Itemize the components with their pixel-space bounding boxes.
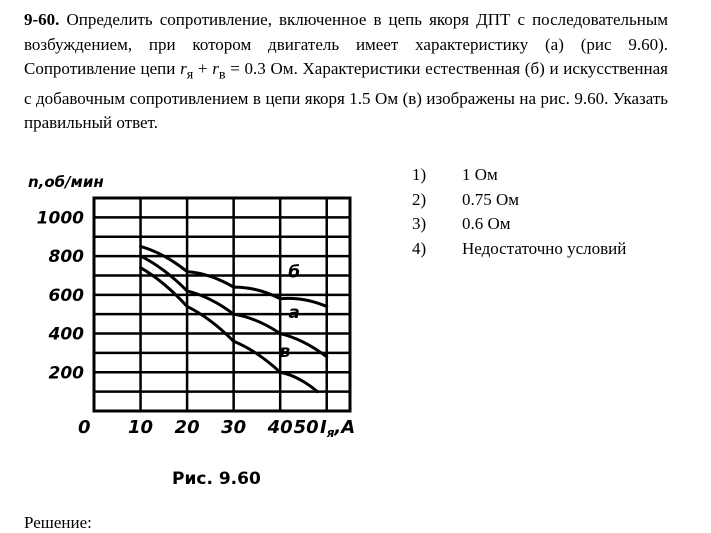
- y-tick-label: 600: [48, 285, 84, 306]
- x-axis-label: [320, 417, 355, 440]
- answer-number: 1): [412, 165, 427, 184]
- origin-label: 0: [78, 417, 91, 438]
- curve-labels: [279, 262, 300, 361]
- y-axis-label: n,об/мин: [28, 173, 104, 191]
- answer-text: 1 Ом: [462, 165, 498, 184]
- curve-label: а: [288, 303, 300, 324]
- y-tick-label: 1000: [36, 208, 84, 229]
- x-tick-label: 40: [267, 417, 293, 438]
- answer-text: 0.75 Ом: [462, 189, 520, 209]
- figure-caption: Рис. 9.60: [172, 469, 261, 489]
- answer-number: 4): [412, 238, 427, 258]
- plot-frame: [94, 198, 350, 411]
- answer-option: [412, 212, 626, 237]
- y-tick-label: 800: [48, 247, 84, 268]
- curve-a: [141, 256, 327, 357]
- answer-number: 3): [412, 214, 427, 233]
- problem-number: 9-60.: [24, 10, 60, 29]
- curve-label: в: [279, 341, 291, 362]
- y-tick-labels: [37, 208, 84, 383]
- x-axis-symbol: I: [320, 417, 327, 438]
- answer-option: [412, 188, 626, 213]
- formula-value: = 0.3 Ом: [225, 59, 294, 78]
- solution-label: Решение:: [24, 513, 92, 532]
- curve-b: [141, 246, 327, 306]
- x-axis-subscript: я: [326, 426, 335, 440]
- problem-text-part-2: . Характеристики естественная (б) и искусственная с добавочным сопротивлением в цепи якоря 1.5 Ом (в) изображены на рис. 9.60. Указать правильный ответ.: [24, 59, 668, 133]
- y-tick-label: 200: [48, 363, 84, 384]
- x-tick-label: 20: [174, 417, 200, 438]
- formula-r-2: r: [212, 59, 219, 78]
- problem-text-part-1: Определить сопротивление, включенное в цепь якоря ДПТ с последовательным возбуждением, при котором двигатель имеет характеристику (а) (рис 9.60). Сопротивление цепи: [24, 10, 669, 78]
- curve-v: [141, 268, 318, 392]
- x-tick-label: 50: [293, 417, 319, 438]
- x-tick-labels: [128, 417, 319, 438]
- problem-statement: [24, 8, 668, 136]
- formula-plus: +: [193, 59, 213, 78]
- answer-option: [412, 163, 626, 188]
- formula-sub-2: в: [218, 66, 226, 83]
- answer-text: 0.6 Ом: [462, 214, 511, 233]
- y-tick-label: 400: [48, 324, 84, 345]
- answer-text: Недостаточно условий: [462, 238, 627, 258]
- characteristic-curves: [141, 246, 327, 391]
- x-axis-unit: ,A: [334, 417, 356, 438]
- plot-grid: [94, 198, 350, 411]
- x-tick-label: 10: [128, 417, 154, 438]
- answer-option: [412, 237, 626, 262]
- answer-options: [412, 163, 626, 261]
- formula-sub-1: я: [186, 66, 194, 83]
- formula-r-1: r: [180, 59, 187, 78]
- curve-label: б: [288, 262, 301, 283]
- x-tick-label: 30: [221, 417, 247, 438]
- answer-number: 2): [412, 189, 427, 209]
